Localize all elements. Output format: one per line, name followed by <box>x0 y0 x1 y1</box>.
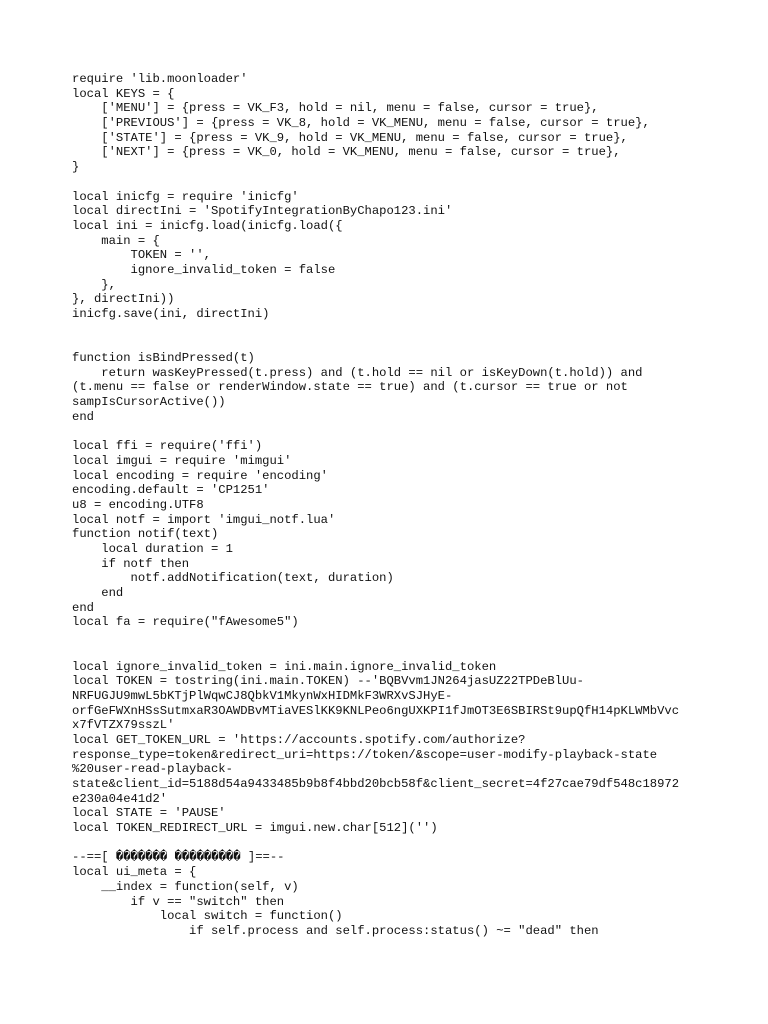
code-line: local switch = function() <box>72 909 343 924</box>
code-line: local encoding = require 'encoding' <box>72 468 328 483</box>
code-line: local notf = import 'imgui_notf.lua' <box>72 512 336 527</box>
code-line: main = { <box>72 233 160 248</box>
code-line: ['PREVIOUS'] = {press = VK_8, hold = VK_MENU, menu = false, cursor = true}, <box>72 116 650 131</box>
code-line: --==[ ������� ��������� ]==-- <box>72 850 285 865</box>
code-line: %20user-read-playback- <box>72 762 233 777</box>
code-line: end <box>72 600 94 615</box>
code-line: } <box>72 160 80 175</box>
code-line: if self.process and self.process:status() ~= "dead" then <box>72 923 599 938</box>
code-line: local KEYS = { <box>72 86 175 101</box>
code-line: local fa = require("fAwesome5") <box>72 615 299 630</box>
code-line: local imgui = require 'mimgui' <box>72 453 292 468</box>
code-line: state&client_id=5188d54a9433485b9b8f4bbd20bcb58f&client_secret=4f27cae79df548c18972 <box>72 777 680 791</box>
code-line: encoding.default = 'CP1251' <box>72 483 270 498</box>
code-line: inicfg.save(ini, directIni) <box>72 307 270 321</box>
code-line: }, directIni)) <box>72 292 175 307</box>
code-line: function isBindPressed(t) <box>72 351 255 366</box>
code-line: local ignore_invalid_token = ini.main.ignore_invalid_token <box>72 659 497 674</box>
code-line: local ini = inicfg.load(inicfg.load({ <box>72 218 343 233</box>
code-line: local ui_meta = { <box>72 865 197 880</box>
code-line: if notf then <box>72 556 190 571</box>
code-line <box>72 645 712 660</box>
code-line: NRFUGJU9mwL5bKTjPlWqwCJ8QbkV1MkynWxHIDMkF3WRXvSJHyE- <box>72 688 453 703</box>
code-line: ignore_invalid_token = false <box>72 262 336 277</box>
code-line: notf.addNotification(text, duration) <box>72 571 394 586</box>
code-line: require 'lib.moonloader' <box>72 72 248 86</box>
code-line: if v == "switch" then <box>72 894 285 909</box>
code-line: TOKEN = '', <box>72 248 211 263</box>
code-line <box>72 322 712 337</box>
code-line: response_type=token&redirect_uri=https://token/&scope=user-modify-playback-state <box>72 747 658 762</box>
code-line: local ffi = require('ffi') <box>72 439 263 454</box>
code-line: orfGeFWXnHSsSutmxaR3OAWDBvMTiaVESlKK9KNLPeo6ngUXKPI1fJmOT3E6SBIRSt9upQfH14pKLWMbVvc <box>72 703 680 718</box>
code-line <box>72 425 712 440</box>
code-line: local TOKEN = tostring(ini.main.TOKEN) --'BQBVvm1JN264jasUZ22TPDeBlUu- <box>72 674 584 689</box>
code-line: end <box>72 586 124 601</box>
code-line <box>72 336 712 351</box>
code-line: x7fVTZX79sszL' <box>72 718 175 733</box>
code-line: local STATE = 'PAUSE' <box>72 806 226 821</box>
code-line: end <box>72 409 94 424</box>
code-line <box>72 836 712 851</box>
code-line: ['MENU'] = {press = VK_F3, hold = nil, menu = false, cursor = true}, <box>72 101 599 116</box>
code-line: ['STATE'] = {press = VK_9, hold = VK_MENU, menu = false, cursor = true}, <box>72 130 628 145</box>
code-line: local duration = 1 <box>72 542 233 556</box>
code-line <box>72 630 712 645</box>
code-line: local inicfg = require 'inicfg' <box>72 189 299 204</box>
code-line: function notif(text) <box>72 527 219 542</box>
code-line: return wasKeyPressed(t.press) and (t.hold == nil or isKeyDown(t.hold)) and <box>72 365 643 380</box>
code-line: local directIni = 'SpotifyIntegrationByChapo123.ini' <box>72 204 453 219</box>
code-line: (t.menu == false or renderWindow.state == true) and (t.cursor == true or not <box>72 380 628 395</box>
code-line: e230a04e41d2' <box>72 791 168 806</box>
code-line: ['NEXT'] = {press = VK_0, hold = VK_MENU, menu = false, cursor = true}, <box>72 145 621 160</box>
code-listing <box>72 72 712 939</box>
code-line <box>72 175 712 190</box>
code-line: __index = function(self, v) <box>72 879 299 894</box>
code-line: u8 = encoding.UTF8 <box>72 497 204 512</box>
code-line: local TOKEN_REDIRECT_URL = imgui.new.char[512]('') <box>72 821 438 836</box>
code-line: sampIsCursorActive()) <box>72 395 226 410</box>
code-line: local GET_TOKEN_URL = 'https://accounts.spotify.com/authorize? <box>72 732 526 747</box>
code-line: }, <box>72 277 116 292</box>
